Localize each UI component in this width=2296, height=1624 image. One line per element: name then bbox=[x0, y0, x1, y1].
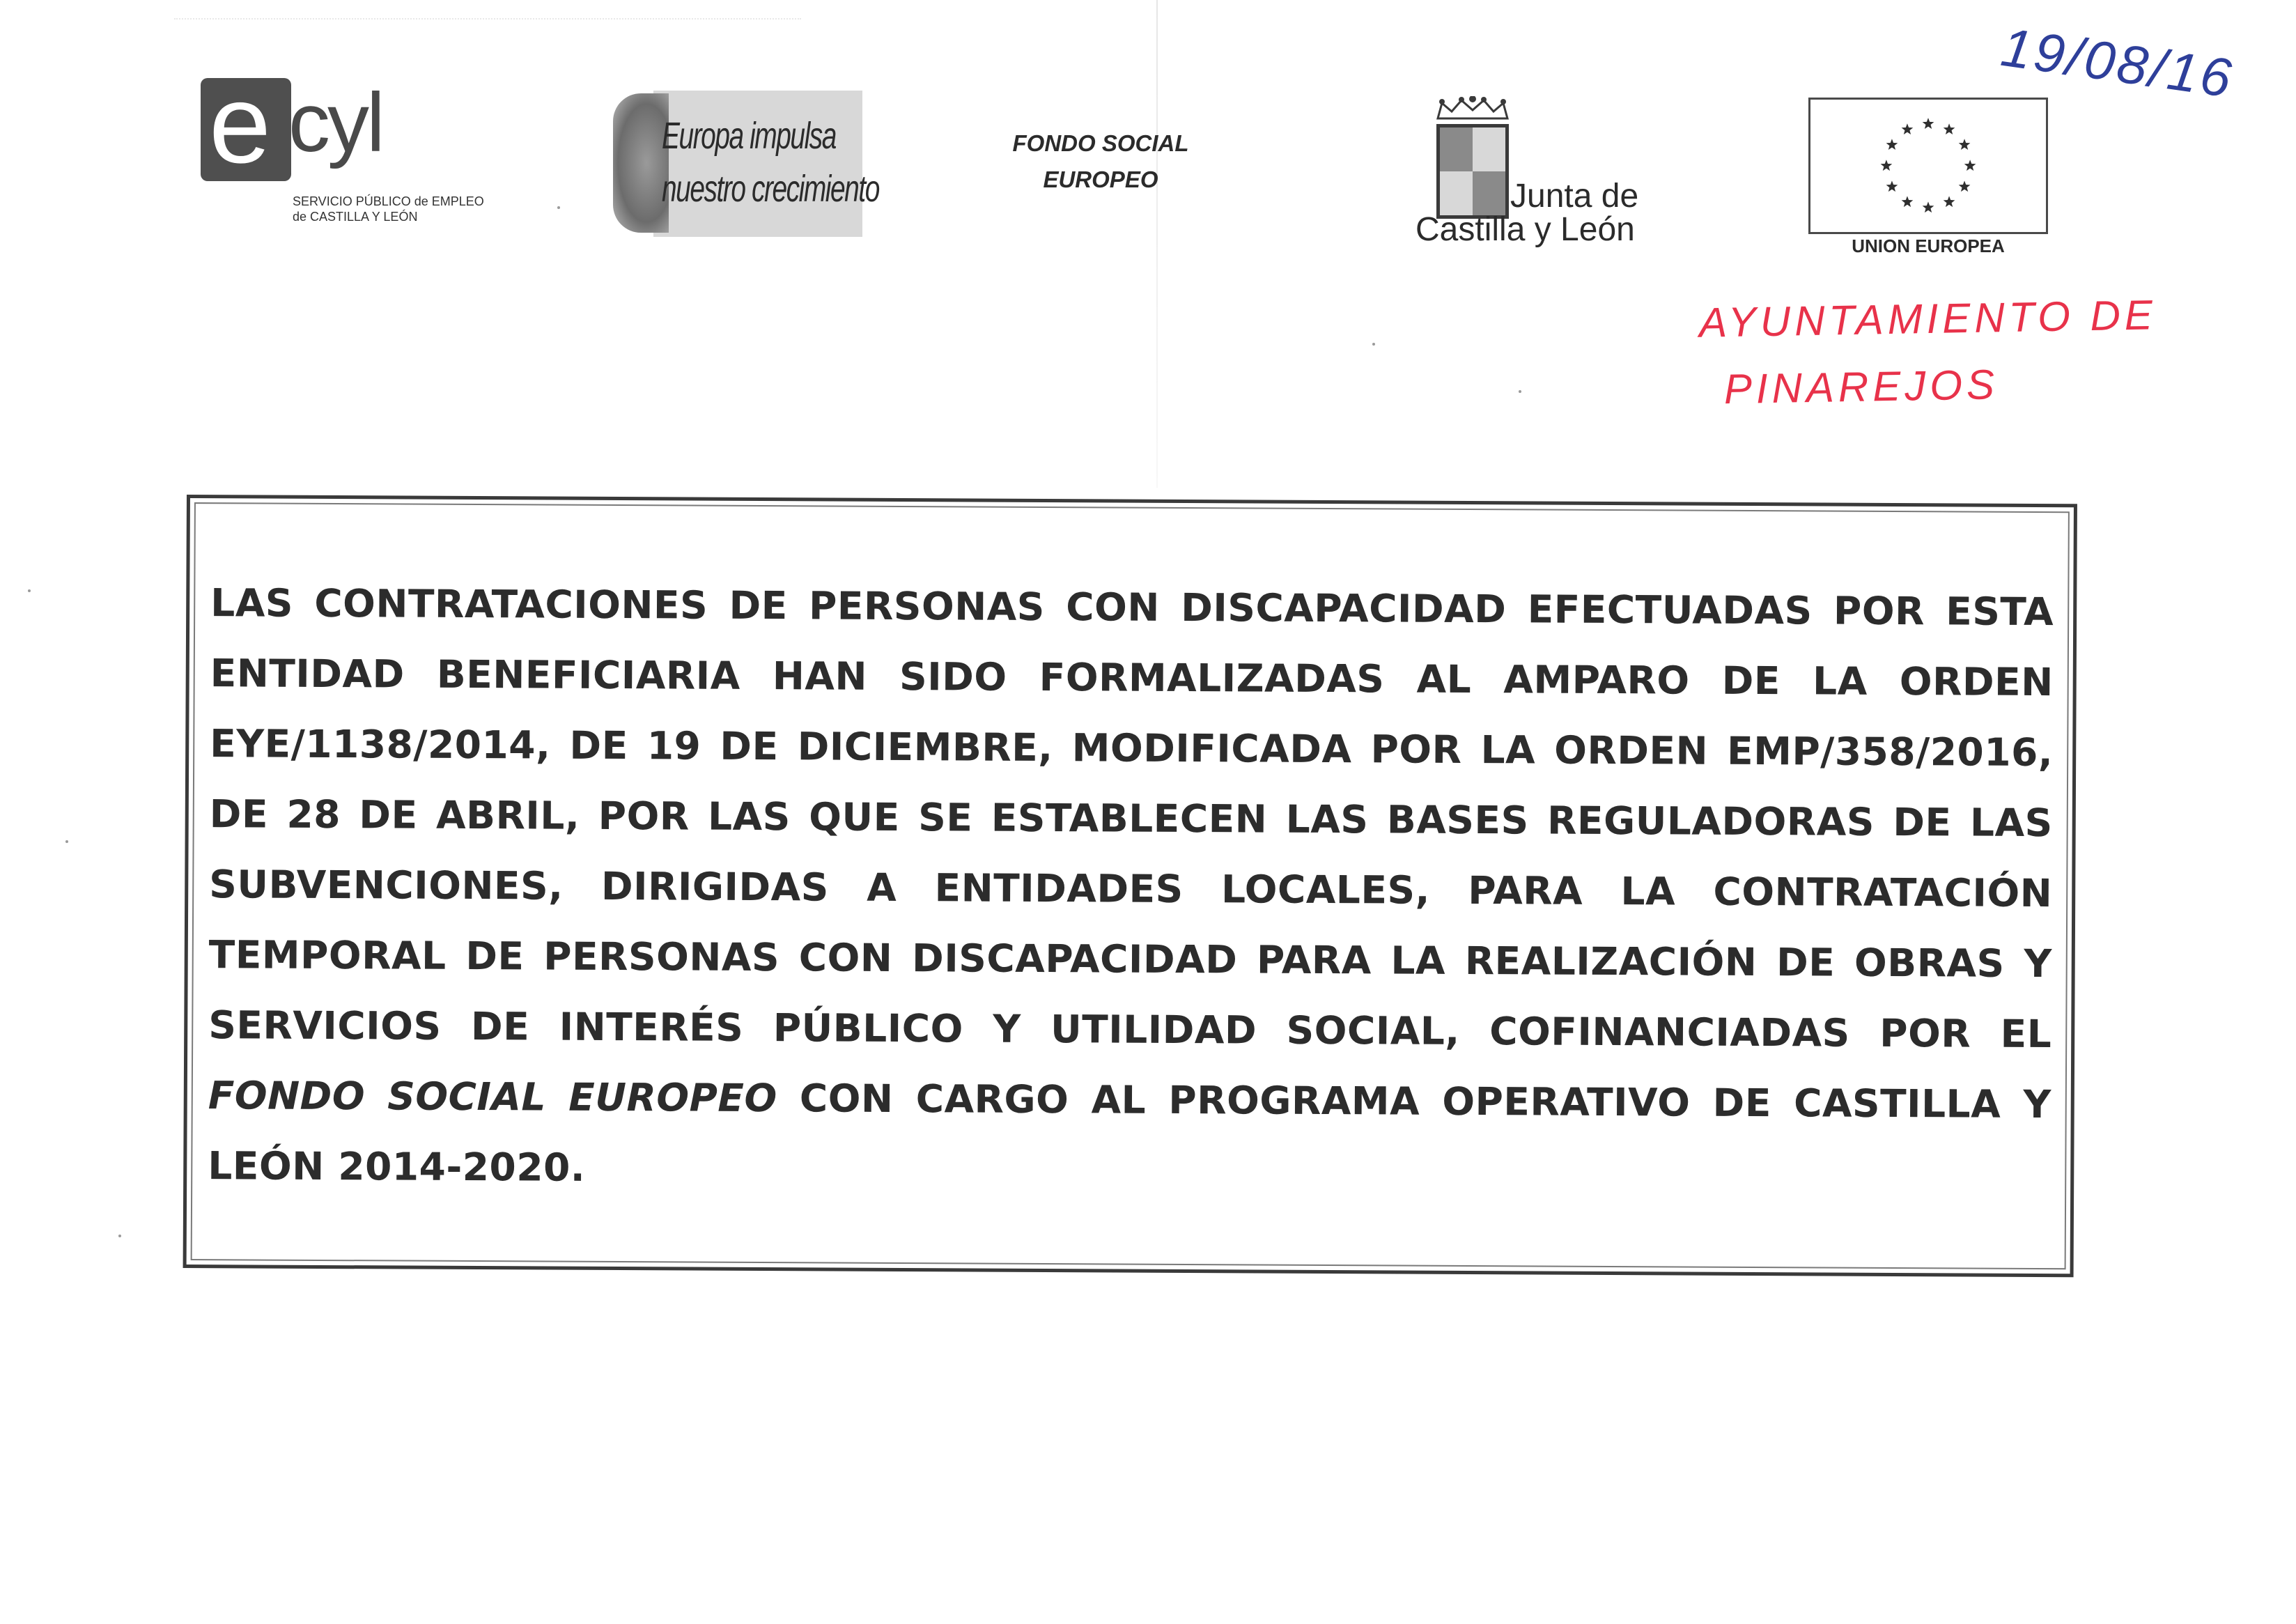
scan-speck bbox=[28, 589, 31, 592]
eu-flag-icon bbox=[1808, 98, 2048, 234]
scan-speck bbox=[1519, 390, 1521, 393]
ecyl-subtitle-line2: de CASTILLA Y LEÓN bbox=[293, 210, 418, 224]
coat-of-arms-icon bbox=[1436, 124, 1509, 219]
europa-impulsa-logo bbox=[613, 91, 879, 237]
europa-logo-background bbox=[653, 91, 862, 237]
union-europea-logo bbox=[1808, 98, 2048, 265]
fondo-social-line2: EUROPEO bbox=[1043, 167, 1158, 192]
ecyl-e-letter: e bbox=[209, 61, 271, 186]
scan-speck bbox=[1372, 343, 1375, 346]
page-fold bbox=[1156, 0, 1158, 488]
union-europea-caption: UNION EUROPEA bbox=[1852, 235, 2005, 256]
scan-artifact bbox=[174, 18, 801, 26]
crown-icon bbox=[1435, 96, 1510, 121]
eu-star-icon bbox=[1959, 180, 1971, 192]
handwritten-ayuntamiento-line2: PINAREJOS bbox=[1723, 361, 1999, 413]
statement-part1: LAS CONTRATACIONES DE PERSONAS CON DISCAPACIDAD EFECTUADAS POR ESTA ENTIDAD BENEFICIARIA HAN SIDO FORMALIZADAS AL AMPARO DE LA ORDEN EYE/1138/2014, DE 19 DE DICIEMBRE, MODIFICADA POR LA ORDEN EMP/358/2016, DE 28 DE ABRIL, POR LAS QUE SE ESTABLECEN LAS BASES REGULADORAS DE LAS SUBVENCIONES, DIRIGIDAS A ENTIDADES LOCALES, PARA LA CONTRATACIÓN TEMPORAL DE PERSONAS CON DISCAPACIDAD PARA LA REALIZACIÓN DE OBRAS Y SERVICIOS DE INTERÉS PÚBLICO Y UTILIDAD SOCIAL, COFINANCIADAS POR EL bbox=[208, 580, 2054, 1057]
scan-speck bbox=[65, 840, 68, 843]
statement-box bbox=[183, 495, 2077, 1277]
eu-star-icon bbox=[1902, 123, 1914, 134]
statement-part2: CON CARGO AL PROGRAMA OPERATIVO DE CASTILLA Y LEÓN 2014-2020. bbox=[208, 1076, 2051, 1190]
eu-star-icon bbox=[1959, 139, 1971, 150]
ecyl-subtitle bbox=[293, 194, 502, 224]
statement-italic-fse: FONDO SOCIAL EUROPEO bbox=[208, 1073, 777, 1121]
ecyl-brand-text: cyl bbox=[288, 76, 382, 169]
eu-star-icon bbox=[1902, 196, 1914, 207]
junta-line1: Junta de bbox=[1510, 178, 1639, 215]
fondo-social-europeo-label bbox=[989, 125, 1212, 198]
eu-star-icon bbox=[1944, 123, 1955, 134]
ecyl-logo bbox=[201, 61, 507, 238]
fondo-social-line1: FONDO SOCIAL bbox=[1012, 130, 1189, 156]
eu-star-icon bbox=[1886, 139, 1898, 150]
junta-line2: Castilla y León bbox=[1415, 211, 1635, 248]
ecyl-e-mark bbox=[201, 61, 291, 186]
junta-castilla-leon-logo bbox=[1407, 91, 1686, 251]
eu-star-icon bbox=[1944, 196, 1955, 207]
eu-star-icon bbox=[1923, 201, 1934, 212]
eu-star-icon bbox=[1923, 118, 1934, 129]
scan-speck bbox=[557, 206, 560, 209]
statement-text bbox=[208, 568, 2054, 1210]
handwritten-date: 19/08/16 bbox=[1997, 15, 2238, 109]
scan-speck bbox=[118, 1235, 121, 1237]
ecyl-subtitle-line1: SERVICIO PÚBLICO de EMPLEO bbox=[293, 194, 484, 208]
eu-star-icon bbox=[1881, 160, 1893, 171]
handwritten-ayuntamiento bbox=[1698, 281, 2158, 423]
handwritten-ayuntamiento-line1: AYUNTAMIENTO DE bbox=[1698, 291, 2157, 346]
globe-icon bbox=[613, 93, 669, 233]
eu-star-icon bbox=[1964, 160, 1976, 171]
europa-logo-line1: Europa impulsa bbox=[662, 115, 836, 157]
eu-star-icon bbox=[1886, 180, 1898, 192]
europa-logo-line2: nuestro crecimiento bbox=[662, 168, 879, 210]
